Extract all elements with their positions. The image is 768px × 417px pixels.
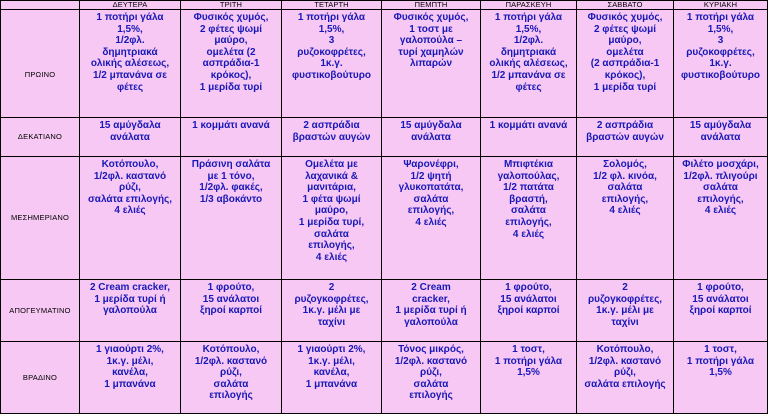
meal-cell: Ψαρονέφρι, 1/2 ψητή γλυκοπατάτα, σαλάτα επιλογής, 4 ελιές [382, 157, 481, 280]
meal-cell: 1 γιαούρτι 2%, 1κ.γ. μέλι, κανέλα, 1 μπανάνα [282, 342, 382, 414]
meal-cell: 1 κομμάτι ανανά [481, 118, 577, 157]
meal-cell: 1 γιαούρτι 2%, 1κ.γ. μέλι, κανέλα, 1 μπανάνα [80, 342, 181, 414]
meal-cell: Κοτόπουλο, 1/2φλ. καστανό ρύζι, σαλάτα επιλογής, 4 ελιές [80, 157, 181, 280]
meal-cell: 15 αμύγδαλα ανάλατα [80, 118, 181, 157]
meal-cell: Φυσικός χυμός, 1 τοστ με γαλοπούλα – τυρί χαμηλών λιπαρών [382, 10, 481, 118]
meal-label-breakfast: ΠΡΩΙΝΟ [1, 10, 80, 118]
meal-cell: Μπιφτέκια γαλοπούλας, 1/2 πατάτα βραστή, σαλάτα επιλογής, 4 ελιές [481, 157, 577, 280]
meal-cell: 1 φρούτο, 15 ανάλατοι ξηροί καρποί [674, 280, 768, 342]
meal-cell: 2 ρυζογκοφρέτες, 1κ.γ. μέλι με ταχίνι [282, 280, 382, 342]
day-header-sunday: ΚΥΡΙΑΚΗ [674, 1, 768, 10]
meal-cell: 2 ασπράδια βραστών αυγών [577, 118, 674, 157]
meal-cell: 2 Cream cracker, 1 μερίδα τυρί ή γαλοπούλα [382, 280, 481, 342]
meal-label-afternoon-snack: ΑΠΟΓΕΥΜΑΤΙΝΟ [1, 280, 80, 342]
meal-cell: 1 ποτήρι γάλα 1,5%, 1/2φλ. δημητριακά ολικής αλέσεως, 1/2 μπανάνα σε φέτες [481, 10, 577, 118]
meal-cell: 15 αμύγδαλα ανάλατα [382, 118, 481, 157]
day-header-wednesday: ΤΕΤΑΡΤΗ [282, 1, 382, 10]
meal-cell: Πράσινη σαλάτα με 1 τόνο, 1/2φλ. φακές, 1/3 αβοκάντο [181, 157, 282, 280]
meal-cell: Σολομός, 1/2 φλ. κινόα, σαλάτα επιλογής, 4 ελιές [577, 157, 674, 280]
day-header-thursday: ΠΕΜΠΤΗ [382, 1, 481, 10]
meal-row-afternoon [1, 280, 768, 342]
meal-cell: Φυσικός χυμός, 2 φέτες ψωμί μαύρο, ομελέτα (2 ασπράδια-1 κρόκος), 1 μερίδα τυρί [181, 10, 282, 118]
meal-cell: 1 ποτήρι γάλα 1,5%, 3 ρυζοκοφρέτες, 1κ.γ. φυστικοβούτυρο [282, 10, 382, 118]
meal-cell: 1 τοστ, 1 ποτήρι γάλα 1,5% [481, 342, 577, 414]
meal-cell: 1 φρούτο, 15 ανάλατοι ξηροί καρποί [481, 280, 577, 342]
meal-row-breakfast [1, 10, 768, 118]
meal-cell: Φυσικός χυμός, 2 φέτες ψωμί μαύρο, ομελέτα (2 ασπράδια-1 κρόκος), 1 μερίδα τυρί [577, 10, 674, 118]
meal-cell: 1 κομμάτι ανανά [181, 118, 282, 157]
meal-cell: 2 Cream cracker, 1 μερίδα τυρί ή γαλοπούλα [80, 280, 181, 342]
meal-cell: Κοτόπουλο, 1/2φλ. καστανό ρύζι, σαλάτα επιλογής [181, 342, 282, 414]
meal-cell: Τόνος μικρός, 1/2φλ. καστανό ρύζι, σαλάτα επιλογής [382, 342, 481, 414]
meal-cell: 1 τοστ, 1 ποτήρι γάλα 1,5% [674, 342, 768, 414]
meal-cell: 2 ρυζογκοφρέτες, 1κ.γ. μέλι με ταχίνι [577, 280, 674, 342]
meal-cell: Φιλέτο μοσχάρι, 1/2φλ. πλιγούρι σαλάτα επιλογής, 4 ελιές [674, 157, 768, 280]
meal-label-lunch: ΜΕΣΗΜΕΡΙΑΝΟ [1, 157, 80, 280]
header-row [1, 1, 768, 10]
meal-label-dinner: ΒΡΑΔΙΝΟ [1, 342, 80, 414]
meal-cell: Ομελέτα με λαχανικά & μανιτάρια, 1 φέτα ψωμί μαύρο, 1 μερίδα τυρί, σαλάτα επιλογής, 4 ελιές [282, 157, 382, 280]
meal-row-snack-morning [1, 118, 768, 157]
day-header-friday: ΠΑΡΑΣΚΕΥΗ [481, 1, 577, 10]
meal-row-lunch [1, 157, 768, 280]
meal-cell: Κοτόπουλο, 1/2φλ. καστανό ρύζι, σαλάτα επιλογής [577, 342, 674, 414]
corner-cell [1, 1, 80, 10]
day-header-monday: ΔΕΥΤΕΡΑ [80, 1, 181, 10]
meal-cell: 15 αμύγδαλα ανάλατα [674, 118, 768, 157]
meal-cell: 1 ποτήρι γάλα 1,5%, 3 ρυζοκοφρέτες, 1κ.γ. φυστικοβούτυρο [674, 10, 768, 118]
day-header-tuesday: ΤΡΙΤΗ [181, 1, 282, 10]
meal-cell: 1 ποτήρι γάλα 1,5%, 1/2φλ. δημητριακά ολικής αλέσεως, 1/2 μπανάνα σε φέτες [80, 10, 181, 118]
meal-cell: 2 ασπράδια βραστών αυγών [282, 118, 382, 157]
meal-cell: 1 φρούτο, 15 ανάλατοι ξηροί καρποί [181, 280, 282, 342]
day-header-saturday: ΣΑΒΒΑΤΟ [577, 1, 674, 10]
meal-label-morning-snack: ΔΕΚΑΤΙΑΝΟ [1, 118, 80, 157]
meal-row-dinner [1, 342, 768, 414]
